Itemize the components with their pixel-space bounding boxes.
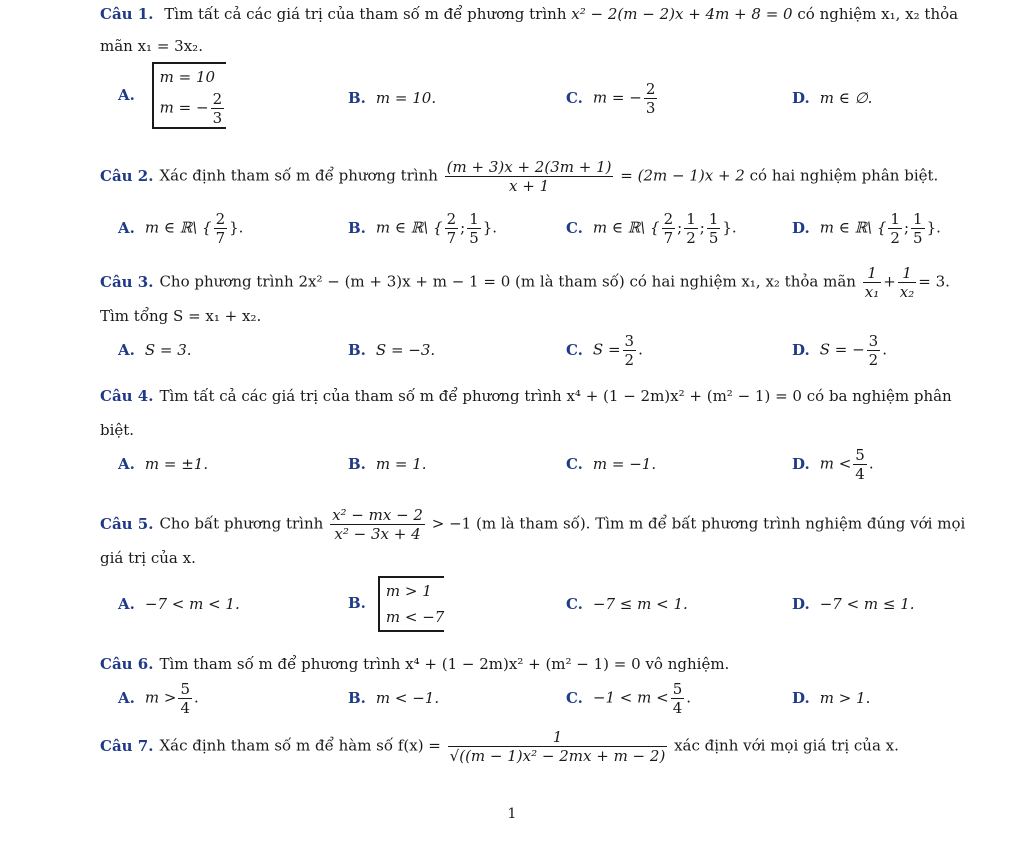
q1-option-a[interactable]: A. m = 10 m = − $\frac{2}{3}$ bbox=[118, 62, 226, 129]
q3-stem-cont: Tìm tổng S = x₁ + x₂. bbox=[100, 307, 262, 325]
q4-option-b[interactable]: B. m = 1. bbox=[348, 455, 427, 473]
q2-option-a[interactable]: A. m ∈ ℝ\ { $\frac{2}{7}$ }. bbox=[118, 210, 244, 247]
q5-option-a[interactable]: A. −7 < m < 1. bbox=[118, 595, 240, 613]
q2-option-c[interactable]: C. m ∈ ℝ\ { $\frac{2}{7}$ ; $\frac{1}{2}$ ; $\frac{1}{5}$ }. bbox=[566, 210, 737, 247]
q5-stem-cont: giá trị của x. bbox=[100, 549, 196, 567]
q6-option-b[interactable]: B. m < −1. bbox=[348, 689, 440, 707]
q1-stem-cont: mãn x₁ = 3x₂. bbox=[100, 37, 203, 55]
q4-option-d[interactable]: D. m < $\frac{5}{4}$ . bbox=[792, 446, 874, 483]
q2-option-b[interactable]: B. m ∈ ℝ\ { $\frac{2}{7}$ ; $\frac{1}{5}$ }. bbox=[348, 210, 498, 247]
q5-option-b[interactable]: B. m > 1 m < −7 bbox=[348, 576, 444, 632]
page-number: 1 bbox=[507, 806, 517, 822]
q1-option-b[interactable]: B. m = 10. bbox=[348, 89, 437, 107]
q6-option-d[interactable]: D. m > 1. bbox=[792, 689, 871, 707]
q7-stem: Câu 7. Xác định tham số m để hàm số f(x) = $\frac{1}{\text{√((m − 1)x² − 2mx + m − 2)}}$ xác định với mọi giá trị của x. bbox=[100, 728, 899, 765]
q1-option-c[interactable]: C. m = − $\frac{2}{3}$ bbox=[566, 80, 656, 117]
q3-option-a[interactable]: A. S = 3. bbox=[118, 341, 192, 359]
q2-stem: Câu 2. Xác định tham số m để phương trình $\frac{(m + 3)x + 2(3m + 1)}{x + 1}$ = (2m − 1)x + 2 có hai nghiệm phân biệt. bbox=[100, 158, 939, 195]
q3-option-c[interactable]: C. S = $\frac{3}{2}$ . bbox=[566, 332, 643, 369]
q6-option-c[interactable]: C. −1 < m < $\frac{5}{4}$ . bbox=[566, 680, 692, 717]
q3-option-b[interactable]: B. S = −3. bbox=[348, 341, 436, 359]
q1-option-d[interactable]: D. m ∈ ∅. bbox=[792, 89, 873, 107]
q3-option-d[interactable]: D. S = − $\frac{3}{2}$ . bbox=[792, 332, 887, 369]
q2-option-d[interactable]: D. m ∈ ℝ\ { $\frac{1}{2}$ ; $\frac{1}{5}$ }. bbox=[792, 210, 941, 247]
q5-stem: Câu 5. Cho bất phương trình $\frac{\text{x² − mx − 2}}{\text{x² − 3x + 4}}$ > −1 (m là tham số). Tìm m để bất phương trình nghiệm đúng với mọi bbox=[100, 506, 966, 543]
q4-option-a[interactable]: A. m = ±1. bbox=[118, 455, 209, 473]
q3-stem: Câu 3. Cho phương trình 2x² − (m + 3)x + m − 1 = 0 (m là tham số) có hai nghiệm x₁, x₂ thỏa mãn $\frac{1}{\text{x₁}}$ + $\frac{1}{\text{x₂}}$ = 3. bbox=[100, 264, 950, 301]
q1-stem: Câu 1. Tìm tất cả các giá trị của tham số m để phương trình x² − 2(m − 2)x + 4m + 8 = 0 có nghiệm x₁, x₂ thỏa bbox=[100, 5, 959, 23]
q5-option-d[interactable]: D. −7 < m ≤ 1. bbox=[792, 595, 915, 613]
q6-option-a[interactable]: A. m > $\frac{5}{4}$ . bbox=[118, 680, 199, 717]
q4-option-c[interactable]: C. m = −1. bbox=[566, 455, 657, 473]
q4-stem-cont: biệt. bbox=[100, 421, 135, 439]
q1-label: Câu 1. bbox=[100, 5, 154, 23]
q5-option-c[interactable]: C. −7 ≤ m < 1. bbox=[566, 595, 688, 613]
q6-stem: Câu 6. Tìm tham số m để phương trình x⁴ + (1 − 2m)x² + (m² − 1) = 0 vô nghiệm. bbox=[100, 655, 730, 673]
q4-stem: Câu 4. Tìm tất cả các giá trị của tham số m để phương trình x⁴ + (1 − 2m)x² + (m² − 1) = 0 có ba nghiệm phân bbox=[100, 387, 952, 405]
